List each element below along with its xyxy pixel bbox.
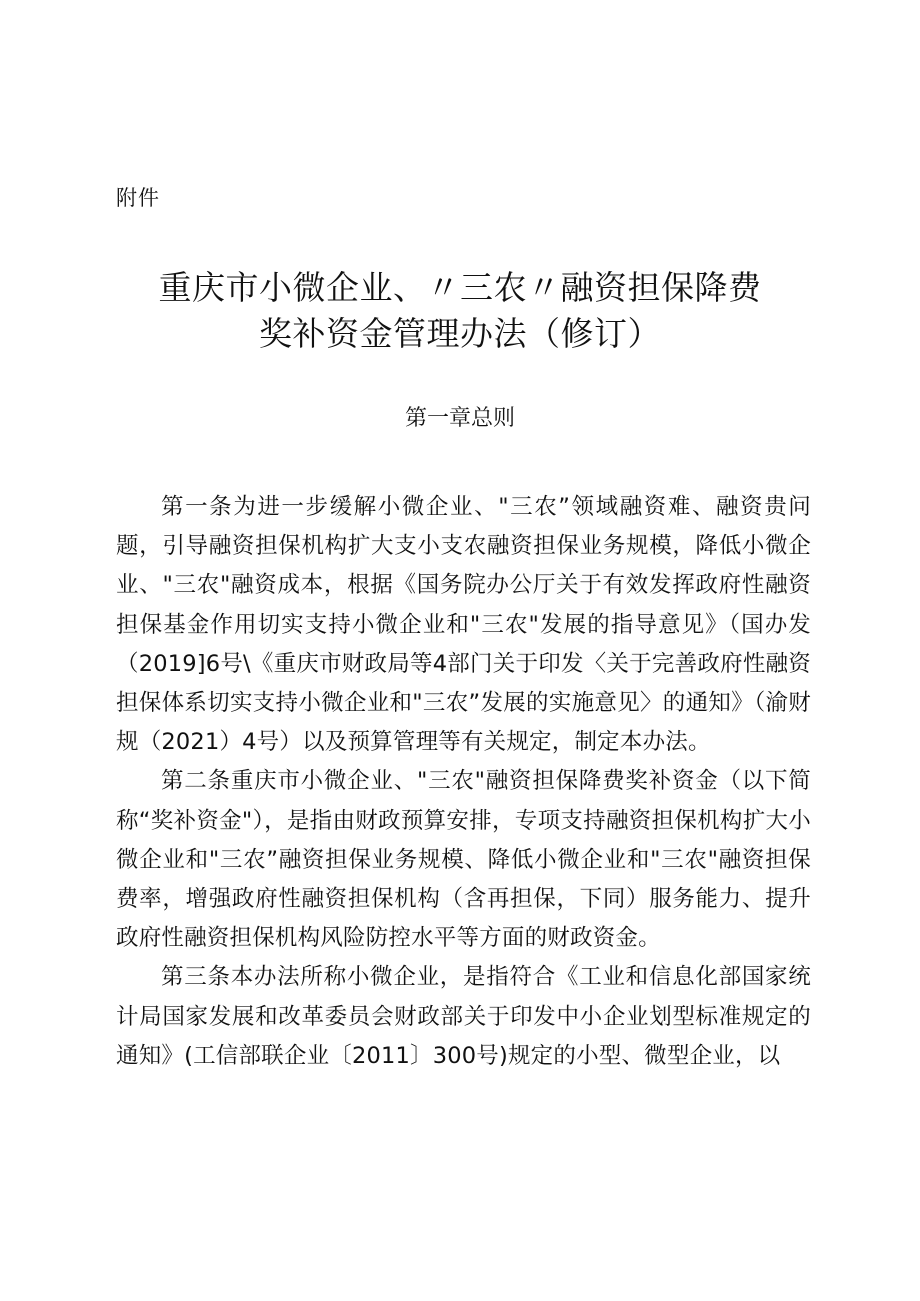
paragraph-article-2: 第二条重庆市小微企业、"三农"融资担保降费奖补资金（以下简称“奖补资金"），是指由财政预算安排，专项支持融资担保机构扩大小微企业和"三农”融资担保业务规模、降低小微企业和"三农"融资担保费率，增强政府性融资担保机构（含再担保，下同）服务能力、提升政府性融资担保机构风险防控水平等方面的财政资金。 [116,768,811,952]
document-title-line-1: 重庆市小微企业、〃三农〃融资担保降费 [158,268,762,307]
document-title-line-2: 奖补资金管理办法（修订） [259,314,661,353]
chapter-heading: 第一章总则 [404,406,515,431]
attachment-label: 附件 [116,186,160,210]
paragraph-article-1: 第一条为进一步缓解小微企业、"三农”领域融资难、融资贵问题，引导融资担保机构扩大支小支农融资担保业务规模，降低小微企业、"三农"融资成本，根据《国务院办公厅关于有效发挥政府性融资担保基金作用切实支持小微企业和"三农"发展的指导意见》（国办发（2019]6号\《重庆市财政局等4部门关于印发〈关于完善政府性融资担保体系切实支持小微企业和"三农”发展的实施意见〉的通知》（渝财规（2021）4号）以及预算管理等有关规定，制定本办法。 [116,494,811,756]
document-body [116,488,811,1076]
paragraph-article-3: 第三条本办法所称小微企业，是指符合《工业和信息化部国家统计局国家发展和改革委员会财政部关于印发中小企业划型标准规定的通知》(工信部联企业〔2011〕300号)规定的小型、微型企业，以 [116,964,811,1069]
